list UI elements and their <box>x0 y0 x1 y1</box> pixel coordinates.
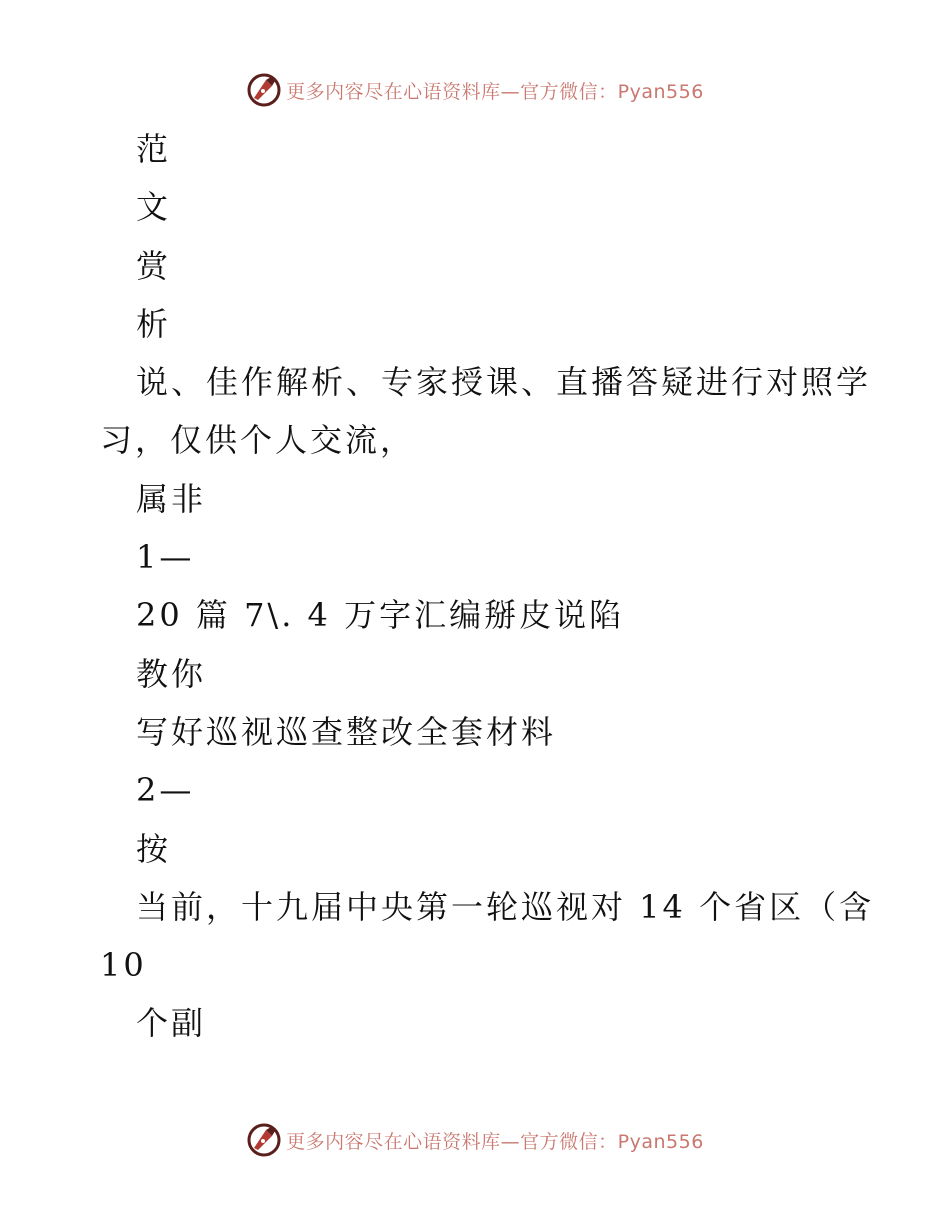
footer-banner-text: 更多内容尽在心语资料库—官方微信：Pyan556 <box>286 1130 704 1153</box>
text-line: 析 <box>136 304 172 343</box>
text-line: 当前，十九届中央第一轮巡视对 14 个省区（含 <box>136 887 875 926</box>
document-body <box>100 120 875 1053</box>
text-line: 说、佳作解析、专家授课、直播答疑进行对照学 <box>136 363 872 402</box>
pen-nib-logo-icon <box>246 72 282 108</box>
text-line: 教你 <box>136 654 207 693</box>
text-line: 范 <box>136 130 172 168</box>
footer-banner <box>0 1120 950 1160</box>
text-line: 赏 <box>136 246 172 285</box>
text-line: 1— <box>136 538 195 577</box>
header-banner-text: 更多内容尽在心语资料库—官方微信：Pyan556 <box>286 80 704 103</box>
text-line: 个副 <box>136 1004 207 1043</box>
text-line: 习，仅供个人交流， <box>100 421 416 460</box>
text-line: 文 <box>136 188 172 227</box>
text-line: 20 篇 7\. 4 万字汇编掰皮说陷 <box>136 596 625 635</box>
text-line: 按 <box>136 829 172 868</box>
text-line: 属非 <box>136 479 207 518</box>
header-banner <box>0 70 950 110</box>
text-line: 2— <box>136 771 195 810</box>
text-line: 10 <box>100 946 147 985</box>
text-line: 写好巡视巡查整改全套材料 <box>136 712 557 751</box>
pen-nib-logo-icon <box>246 1122 282 1158</box>
